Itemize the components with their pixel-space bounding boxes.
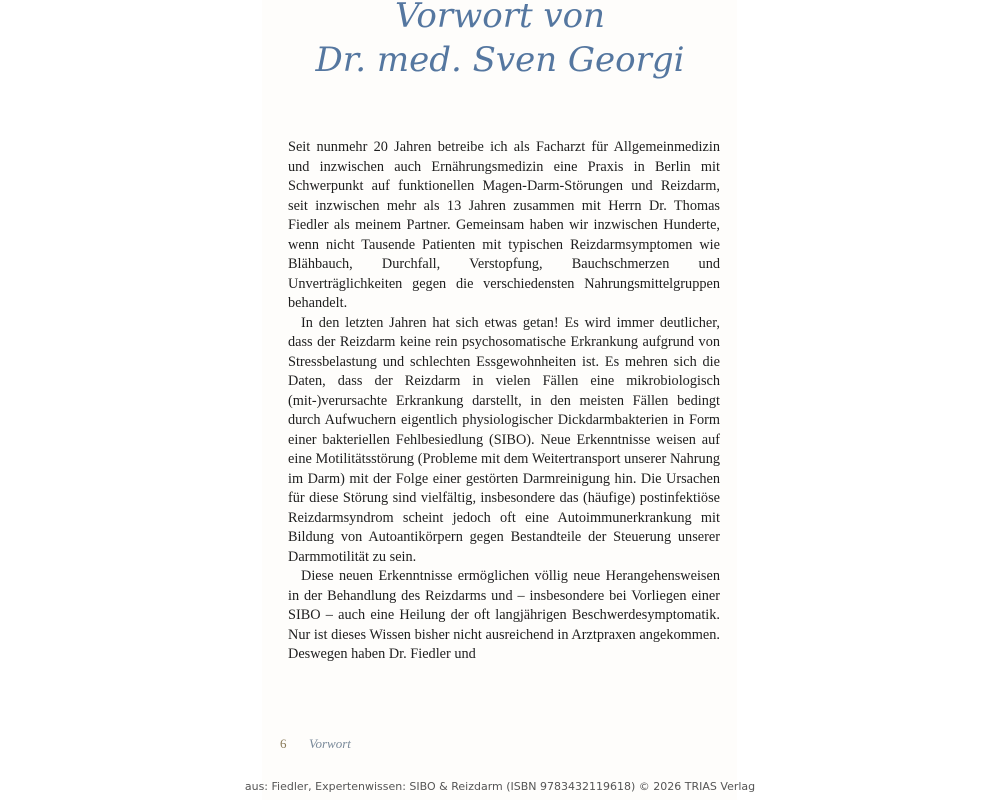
foreword-body [288,138,720,665]
paragraph-1: Seit nunmehr 20 Jahren betreibe ich als Facharzt für Allgemeinmedizin und inzwischen auch Ernährungsmedizin eine Praxis in Berlin mit Schwerpunkt auf funktionellen Magen-Darm-Störungen und Reizdarm, seit inzwischen mehr als 13 Jahren zusammen mit Herrn Dr. Thomas Fiedler als meinem Partner. Gemeinsam haben wir inzwischen Hunderte, wenn nicht Tausende Patienten mit typischen Reizdarmsymptomen wie Blähbauch, Durchfall, Verstopfung, Bauchschmerzen und Unverträglichkeiten gegen die verschiedensten Nahrungsmittelgruppen behandelt. [288,139,720,311]
paragraph-3: Diese neuen Erkenntnisse ermöglichen völlig neue Herangehensweisen in der Behandlung des Reizdarms und – insbesondere bei Vorliegen einer SIBO – auch eine Heilung der oft langjährigen Beschwerdesymptomatik. Nur ist dieses Wissen bisher nicht ausreichend in Arztpraxen angekommen. Deswegen haben Dr. Fiedler und [288,568,720,662]
title-line-1: Vorwort von [394,0,606,36]
title-line-2: Dr. med. Sven Georgi [315,40,685,80]
section-label: Vorwort [309,736,351,751]
source-credit: aus: Fiedler, Expertenwissen: SIBO & Reizdarm (ISBN 9783432119618) © 2026 TRIAS Verlag [244,780,756,793]
page-number: 6 [280,736,287,751]
page-footer [280,736,351,752]
paragraph-2: In den letzten Jahren hat sich etwas getan! Es wird immer deutlicher, dass der Reizdarm keine rein psychosomatische Erkrankung aufgrund von Stressbelastung und schlechten Essgewohnheiten ist. Es mehren sich die Daten, dass der Reizdarm in vielen Fällen eine mikrobiologisch (mit-)verursachte Erkrankung darstellt, in den meisten Fällen bedingt durch Aufwuchern eigentlich physiologischer Dickdarmbakterien in Form einer bakteriellen Fehlbesiedlung (SIBO). Neue Erkenntnisse weisen auf eine Motilitätsstörung (Probleme mit dem Weitertransport unserer Nahrung im Darm) mit der Folge einer gestörten Darmreinigung hin. Die Ursachen für diese Störung sind vielfältig, insbesondere das (häufige) postinfektiöse Reizdarmsyndrom scheint jedoch oft eine Autoimmunerkrankung mit Bildung von Autoantikörpern gegen Bestandteile der Steuerung unserer Darmmotilität zu sein. [288,314,720,565]
